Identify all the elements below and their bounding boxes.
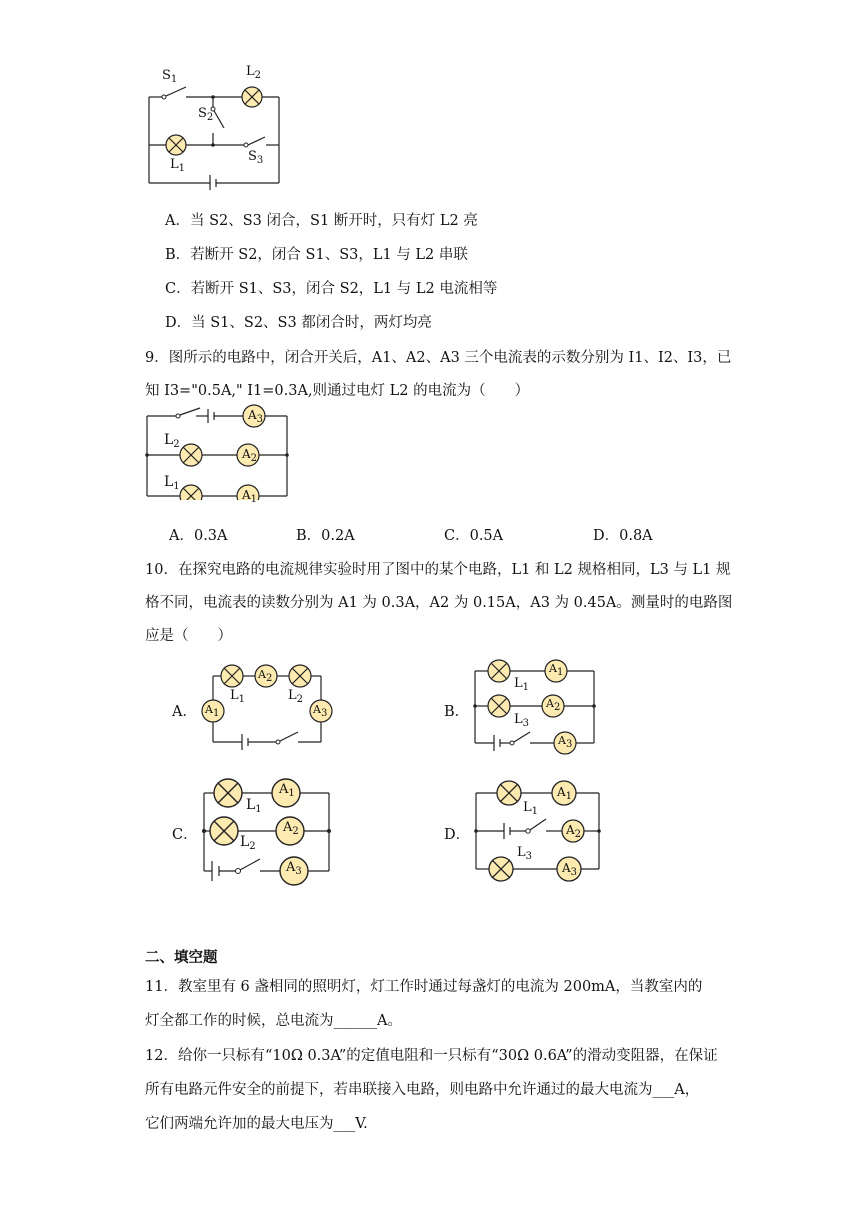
q8-label-l2: $L_2$ [246,64,262,81]
q10a-label-a1: A1 [205,703,220,719]
q9-label-l2: $L_2$ [164,432,180,450]
q10d-label-a1: $A_1$ [557,785,573,802]
section-title: 二、填空题 [145,949,218,966]
q9-label-a3: $A_3$ [248,408,264,425]
q11-line2: 灯全都工作的时候，总电流为______A。 [145,1013,402,1029]
q9-circuit-diagram [140,404,292,500]
q10-option-a-label: A． [172,704,197,720]
q10d-label-l3: $L_3$ [517,845,533,862]
q10-stem-line1: 10．在探究电路的电流规律实验时用了图中的某个电路，L1 和 L2 规格相同，L3 与 L1 规 [145,562,731,578]
q10c-label-a3: $A_3$ [286,860,302,877]
q10-option-d-label: D． [444,827,471,843]
q9-option-b: B．0.2A [296,528,355,544]
q9-stem-line1: 9．图所示的电路中，闭合开关后，A1、A2、A3 三个电流表的示数分别为 I1、I2、I3，已 [145,350,732,366]
q11-line1: 11．教室里有 6 盏相同的照明灯，灯工作时通过每盏灯的电流为 200mA，当教室内的 [145,979,703,995]
q10b-label-a3: A3 [558,734,573,750]
q10a-label-l1: $L_1$ [230,688,246,705]
q12-line2: 所有电路元件安全的前提下，若串联接入电路，则电路中允许通过的最大电流为___A， [145,1082,700,1098]
q10b-label-l1: $L_1$ [514,676,530,693]
q10c-label-a2: $A_2$ [283,820,299,837]
q8-label-s3: $S_3$ [248,149,264,166]
q9-option-c: C．0.5A [444,528,504,544]
q10c-label-l2: $L_2$ [240,834,256,852]
q10-stem-line3: 应是（ ） [145,628,232,644]
q10-option-b-diagram [470,655,600,755]
q10-option-c-diagram [198,775,338,887]
q9-label-a1: $A_1$ [242,488,258,505]
q8-option-a: A．当 S2、S3 闭合，S1 断开时，只有灯 L2 亮 [165,213,478,229]
q10b-label-l3: $L_3$ [514,712,530,729]
q9-label-l1: $L_1$ [164,474,180,492]
q10d-label-a3: $A_3$ [562,861,578,878]
q9-option-a: A．0.3A [169,528,228,544]
q10b-label-a1: A1 [549,662,564,678]
q10d-label-a2: $A_2$ [566,823,582,840]
q10a-label-a3: A3 [313,703,328,719]
q12-line1: 12．给你一只标有“10Ω 0.3A”的定值电阻和一只标有“30Ω 0.6A”的滑动变阻器，在保证 [145,1048,718,1064]
q10c-label-a1: $A_1$ [279,782,295,799]
q10-option-b-label: B． [444,704,470,720]
q10b-label-a2: A2 [546,697,561,713]
q12-line3: 它们两端允许加的最大电压为___V. [145,1116,368,1132]
q8-option-b: B．若断开 S2，闭合 S1、S3，L1 与 L2 串联 [165,247,468,263]
q10-option-d-diagram [470,775,605,887]
q10a-label-a2: A2 [258,668,273,684]
q8-option-c: C．若断开 S1、S3，闭合 S2，L1 与 L2 电流相等 [165,281,498,297]
q10-option-c-label: C． [172,827,198,843]
q9-stem-line2: 知 I3="0.5A," I1=0.3A,则通过电灯 L2 的电流为（ ） [145,383,530,399]
q9-option-d: D．0.8A [593,528,653,544]
q10-stem-line2: 格不同，电流表的读数分别为 A1 为 0.3A，A2 为 0.15A，A3 为 0.45A。测量时的电路图 [145,595,733,611]
q8-label-s2: $S_2$ [198,106,214,123]
q8-label-l1: $L_1$ [170,157,186,174]
q9-label-a2: $A_2$ [242,447,258,464]
q10a-label-l2: $L_2$ [288,688,304,705]
q10c-label-l1: $L_1$ [246,797,262,815]
q8-label-s1: $S_1$ [162,68,178,85]
q10d-label-l1: $L_1$ [523,800,539,817]
q8-option-d: D．当 S1、S2、S3 都闭合时，两灯均亮 [165,315,432,331]
